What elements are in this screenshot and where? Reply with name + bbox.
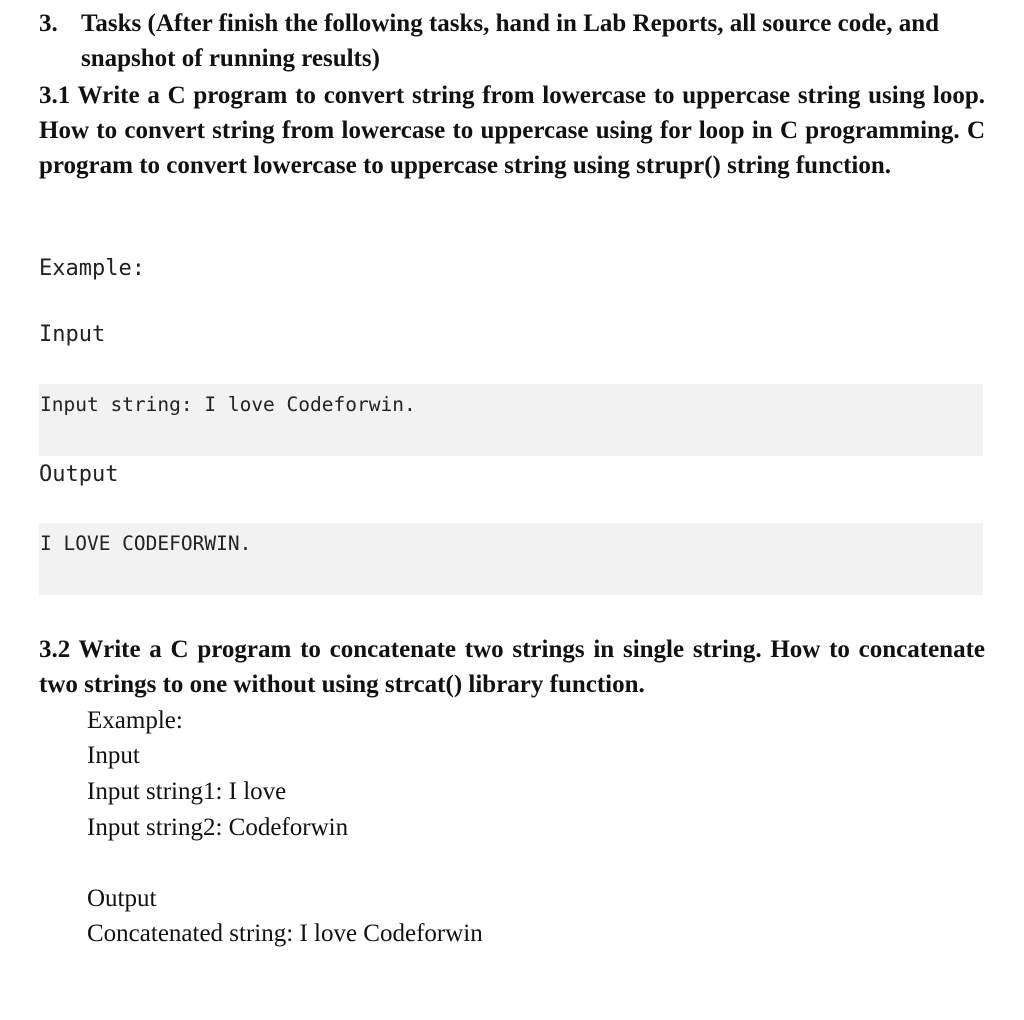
task-3-2-output-label: Output bbox=[87, 885, 157, 912]
section-3-heading bbox=[39, 6, 985, 76]
task-3-2-output-line: Concatenated string: I love Codeforwin bbox=[87, 920, 483, 947]
task-3-1-input-code-block bbox=[39, 384, 983, 456]
task-3-2-input-line-2: Input string2: Codeforwin bbox=[87, 814, 349, 841]
task-3-1-input-label: Input bbox=[39, 322, 106, 347]
task-3-1-input-code: Input string: I love Codeforwin. bbox=[40, 393, 416, 416]
task-3-2-input-label: Input bbox=[87, 742, 140, 769]
task-3-1-example-label: Example: bbox=[39, 256, 145, 281]
task-3-1-output-label: Output bbox=[39, 462, 119, 487]
section-number: 3. bbox=[39, 10, 58, 37]
task-3-2-description: 3.2 Write a C program to concatenate two strings in single string. How to concatenate two strings to one without using strcat() library function. bbox=[39, 636, 985, 698]
section-title: Tasks (After finish the following tasks, hand in Lab Reports, all source code, and snapshot of running results) bbox=[81, 10, 940, 72]
task-3-2-input-line-1: Input string1: I love bbox=[87, 778, 287, 805]
task-3-1-output-code-block bbox=[39, 523, 983, 595]
task-3-1-description: 3.1 Write a C program to convert string from lowercase to uppercase string using loop. How to convert string from lowercase to uppercase using for loop in C programming. C program to convert lowercase to uppercase string using strupr() string function. bbox=[39, 82, 985, 179]
task-3-2-example-label: Example: bbox=[87, 707, 183, 734]
task-3-1-output-code: I LOVE CODEFORWIN. bbox=[40, 532, 252, 555]
